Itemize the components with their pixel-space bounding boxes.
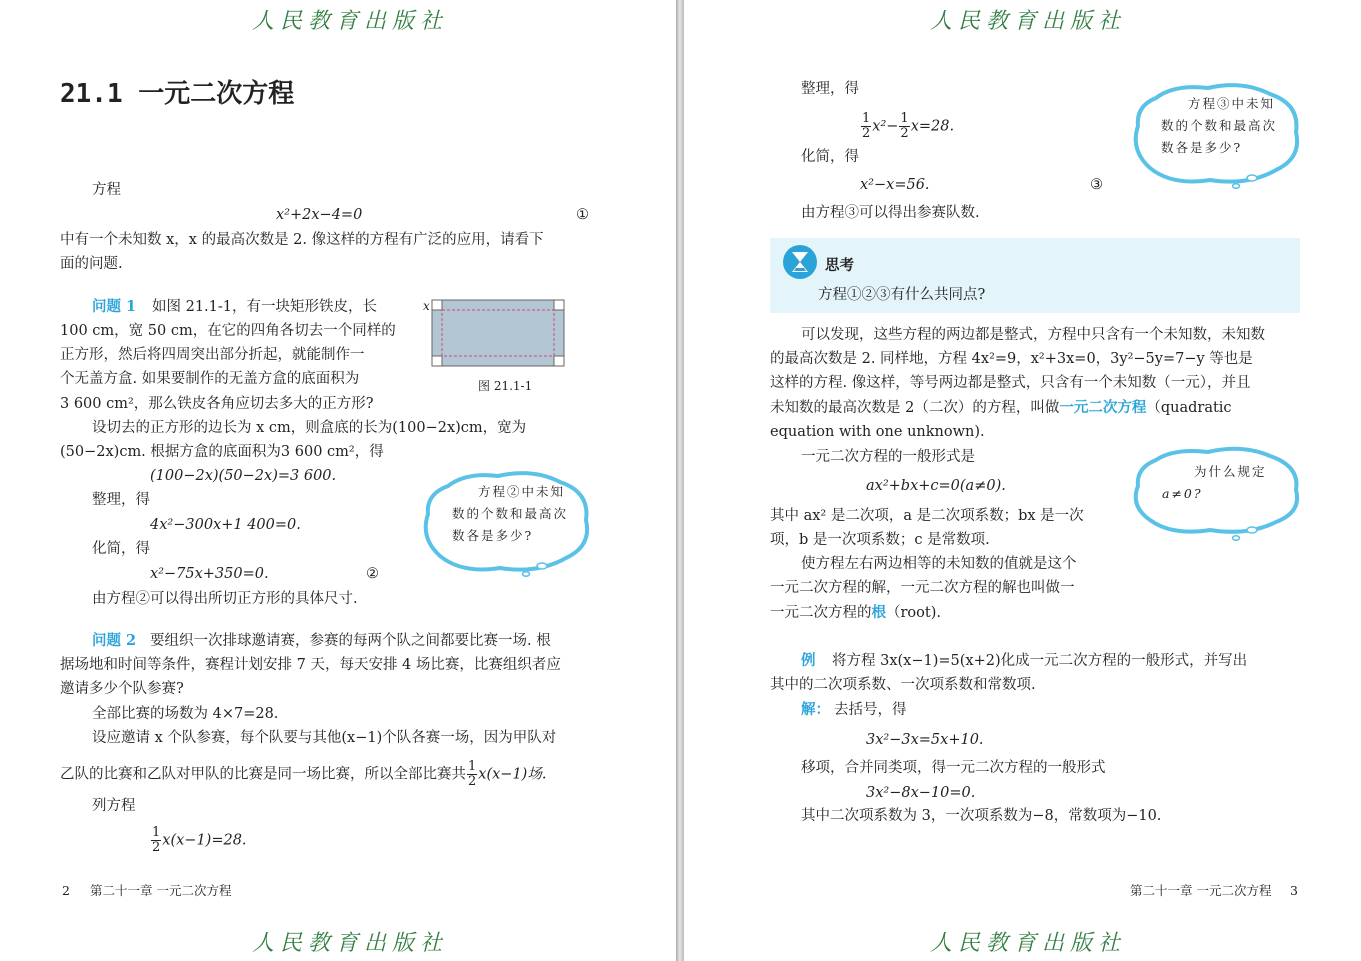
problem-1-text: 100 cm，宽 50 cm，在它的四角各切去一个同样的 <box>60 323 396 339</box>
solution-1-text: 设切去的正方形的边长为 x cm，则盒底的长为(100−2x)cm，宽为 <box>92 420 527 436</box>
page-number: 3 <box>1290 883 1298 898</box>
body-text: 一元二次方程的一般形式是 <box>801 449 975 465</box>
example-text: 将方程 3x(x−1)=5(x+2)化成一元二次方程的一般形式，并写出 <box>832 653 1248 669</box>
left-page <box>0 0 676 961</box>
equation-1-number: ① <box>576 207 589 223</box>
figure-iron-sheet <box>422 296 572 372</box>
solution-1-equation: 4x²−300x+1 400=0. <box>150 517 301 533</box>
solution-2-text: 设应邀请 x 个队参赛，每个队要与其他(x−1)个队各赛一场，因为甲队对 <box>92 730 557 746</box>
fraction-half <box>467 760 477 789</box>
think-text: 方程①②③有什么共同点? <box>818 287 986 303</box>
equation-2-number: ② <box>366 566 379 582</box>
solution-1-text: 由方程②可以得出所切正方形的具体尺寸. <box>92 591 358 607</box>
figure-variable-label: x <box>423 299 430 313</box>
section-heading: 21.1 一元二次方程 <box>60 79 295 109</box>
solution-1-text: (50−2x)cm. 根据方盒的底面积为3 600 cm²，得 <box>60 444 384 460</box>
publisher-logo: 人民教育出版社 <box>252 9 449 34</box>
general-form-equation: ax²+bx+c=0(a≠0). <box>866 478 1006 494</box>
publisher-logo: 人民教育出版社 <box>930 9 1127 34</box>
body-text-part: （root). <box>886 605 941 621</box>
thought-cloud-text: 方程③中未知 <box>1188 96 1276 111</box>
intro-text: 中有一个未知数 x，x 的最高次数是 2. 像这样的方程有广泛的应用，请看下 <box>60 232 544 248</box>
solution-2-text-part: x(x−1)场. <box>478 766 547 783</box>
solution-1-text: 整理，得 <box>92 492 150 508</box>
body-text: 可以发现，这些方程的两边都是整式，方程中只含有一个未知数，未知数 <box>801 327 1265 343</box>
fraction-half <box>151 826 161 855</box>
key-term: 根 <box>871 605 886 621</box>
equation-2: x²−75x+350=0. <box>150 566 269 582</box>
fraction-denominator: 2 <box>862 126 871 141</box>
problem-2-text: 要组织一次排球邀请赛，参赛的每两个队之间都要比赛一场. 根 <box>150 633 551 649</box>
equation-part: x²− <box>872 118 899 135</box>
solution-text: 去括号，得 <box>834 702 907 718</box>
fraction-half <box>899 112 909 141</box>
fraction-numerator: 1 <box>468 759 477 774</box>
fraction-numerator: 1 <box>862 111 871 126</box>
right-page <box>684 0 1361 961</box>
fraction-half <box>861 112 871 141</box>
thought-cloud-text: 方程②中未知 <box>478 484 566 499</box>
body-text: 其中 ax² 是二次项，a 是二次项系数；bx 是一次 <box>770 508 1084 524</box>
continued-text: 化简，得 <box>801 149 859 165</box>
key-term: 一元二次方程 <box>1059 400 1147 416</box>
body-text <box>770 603 941 623</box>
equation-a <box>860 112 954 141</box>
book-spine <box>676 0 684 961</box>
chapter-footer: 第二十一章 一元二次方程 <box>1130 883 1272 898</box>
problem-1-label: 问题 1 <box>92 298 137 315</box>
body-text-part: （quadratic <box>1146 400 1232 416</box>
equation-1: x²+2x−4=0 <box>276 207 363 223</box>
example-text: 其中的二次项系数、一次项系数和常数项. <box>770 677 1036 693</box>
problem-2-text: 邀请多少个队参赛? <box>60 681 184 697</box>
intro-text: 面的问题. <box>60 256 123 272</box>
hourglass-icon <box>782 244 818 280</box>
figure-caption: 图 21.1-1 <box>478 379 533 393</box>
problem-2-text: 据场地和时间等条件，赛程计划安排 7 天，每天安排 4 场比赛，比赛组织者应 <box>60 657 561 673</box>
thought-cloud-text: 数的个数和最高次 <box>1161 118 1278 133</box>
page-number: 2 <box>62 883 70 898</box>
solution-1-equation: (100−2x)(50−2x)=3 600. <box>150 468 337 484</box>
publisher-logo: 人民教育出版社 <box>252 931 449 956</box>
equation-part: x=28. <box>910 118 955 135</box>
body-text-part: 一元二次方程的 <box>770 605 872 621</box>
continued-text: 由方程③可以得出参赛队数. <box>801 205 980 221</box>
solution-text: 移项，合并同类项，得一元二次方程的一般形式 <box>801 760 1106 776</box>
solution-equation: 3x²−8x−10=0. <box>866 785 976 801</box>
continued-text: 整理，得 <box>801 81 859 97</box>
solution-2-text: 全部比赛的场数为 4×7=28. <box>92 706 279 722</box>
thought-cloud-text: 为什么规定 <box>1194 464 1267 479</box>
solution-2-text-part: 乙队的比赛和乙队对甲队的比赛是同一场比赛，所以全部比赛共 <box>60 766 466 783</box>
problem-1-text: 正方形，然后将四周突出部分折起，就能制作一 <box>60 347 365 363</box>
problem-1-text: 个无盖方盒. 如果要制作的无盖方盒的底面积为 <box>60 371 360 387</box>
fraction-numerator: 1 <box>900 111 909 126</box>
problem-1-text: 3 600 cm²，那么铁皮各角应切去多大的正方形? <box>60 396 374 412</box>
thought-cloud <box>1126 444 1306 544</box>
solution-equation: 3x²−3x=5x+10. <box>866 732 984 748</box>
equation-3: x²−x=56. <box>860 177 930 193</box>
chapter-footer: 第二十一章 一元二次方程 <box>90 883 232 898</box>
problem-2-label: 问题 2 <box>92 632 137 649</box>
fraction-denominator: 2 <box>152 840 161 855</box>
body-text: 项，b 是一次项系数；c 是常数项. <box>770 532 990 548</box>
body-text: 这样的方程. 像这样，等号两边都是整式，只含有一个未知数（一元），并且 <box>770 375 1251 391</box>
solution-text: 其中二次项系数为 3，一次项系数为−8，常数项为−10. <box>801 808 1162 824</box>
solution-2-text: 列方程 <box>92 798 136 814</box>
publisher-logo: 人民教育出版社 <box>930 931 1127 956</box>
solution-2-text <box>60 760 546 789</box>
problem-1-text: 如图 21.1-1，有一块矩形铁皮，长 <box>152 299 378 315</box>
body-text: 使方程左右两边相等的未知数的值就是这个 <box>801 556 1077 572</box>
fraction-denominator: 2 <box>468 774 477 789</box>
solution-1-text: 化简，得 <box>92 541 150 557</box>
solution-label: 解： <box>801 701 830 718</box>
equation-part: x(x−1)=28. <box>162 832 247 849</box>
thought-cloud-text: a≠0? <box>1162 486 1203 501</box>
solution-2-equation <box>150 826 247 855</box>
fraction-numerator: 1 <box>152 825 161 840</box>
body-text: equation with one unknown). <box>770 424 985 440</box>
body-text <box>770 398 1232 418</box>
intro-label: 方程 <box>92 182 121 198</box>
think-title: 思考 <box>825 258 854 274</box>
thought-cloud-text: 数各是多少? <box>1161 140 1243 155</box>
equation-3-number: ③ <box>1090 177 1103 193</box>
body-text: 一元二次方程的解，一元二次方程的解也叫做一 <box>770 580 1075 596</box>
thought-cloud-text: 数的个数和最高次 <box>452 506 569 521</box>
body-text-part: 未知数的最高次数是 2（二次）的方程，叫做 <box>770 400 1060 416</box>
thought-cloud-text: 数各是多少? <box>452 528 534 543</box>
fraction-denominator: 2 <box>900 126 909 141</box>
example-label: 例 <box>801 652 816 669</box>
body-text: 的最高次数是 2. 同样地，方程 4x²=9，x²+3x=0，3y²−5y=7−y 等也是 <box>770 351 1253 367</box>
